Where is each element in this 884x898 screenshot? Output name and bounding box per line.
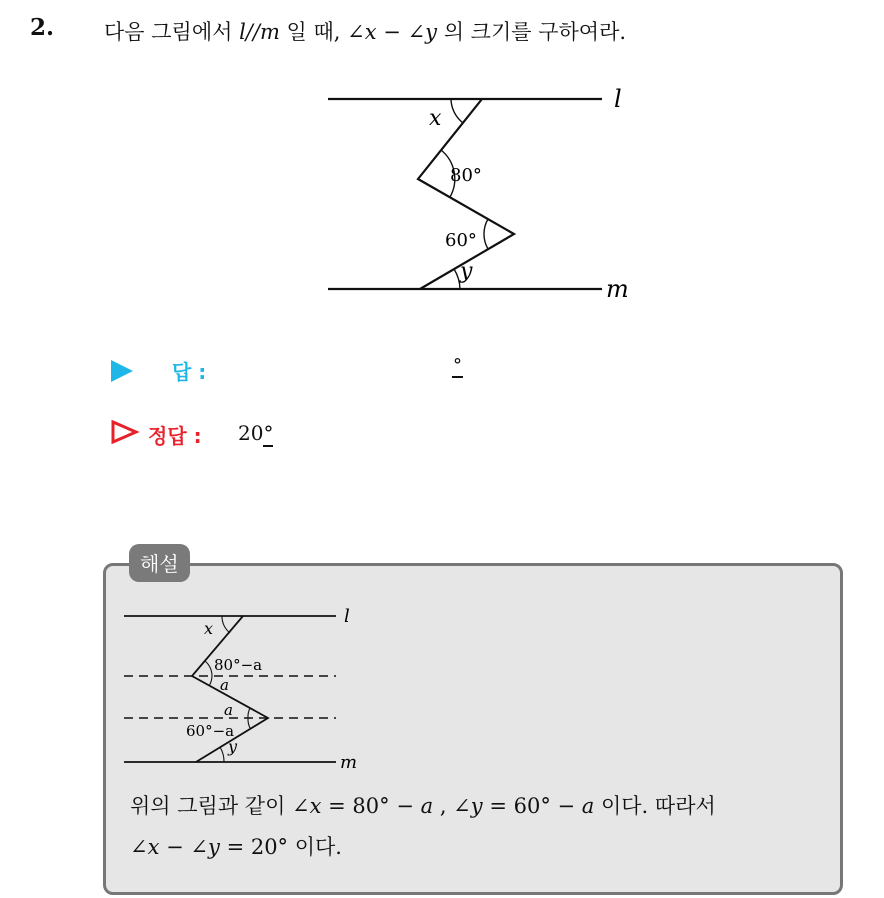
- exp-angle-bottom-arc: [248, 718, 250, 728]
- var-x: x: [147, 835, 160, 859]
- exp-angle-x-arc: [222, 616, 230, 633]
- exp-label-bottom-angle: 60°−a: [186, 722, 235, 740]
- var-a: a: [581, 794, 595, 818]
- var-y: y: [470, 794, 483, 818]
- angle-symbol: ∠: [130, 835, 148, 859]
- label-angle-80: 80°: [450, 165, 482, 186]
- correct-answer-unit: °: [263, 421, 274, 445]
- minus-sign: −: [159, 835, 191, 859]
- var-y: y: [208, 835, 220, 859]
- label-angle-y: y: [460, 259, 473, 284]
- var-a: a: [420, 794, 434, 818]
- correct-answer-label: 정답 :: [148, 424, 202, 448]
- question-text-part: 의 크기를 구하여라.: [437, 20, 627, 44]
- correct-answer-number: 20: [238, 421, 264, 445]
- label-m: m: [606, 275, 629, 303]
- angle-symbol: ∠: [190, 835, 209, 859]
- angle-symbol: ∠: [453, 794, 471, 818]
- angle-symbol: ∠: [407, 20, 426, 44]
- minus-sign: −: [376, 20, 408, 44]
- label-angle-x: x: [429, 106, 442, 131]
- exp-label-m: m: [340, 752, 358, 773]
- exp-text-part: 위의 그림과 같이: [130, 794, 293, 818]
- exp-angle-y-arc: [220, 747, 224, 762]
- exp-angle-top-arc: [205, 661, 212, 676]
- angle-symbol: ∠: [347, 20, 365, 44]
- answer-label: 답 :: [172, 360, 207, 384]
- exp-angle-a2-arc: [248, 708, 250, 718]
- var-x: x: [364, 20, 377, 44]
- explanation-line-1: [130, 790, 716, 820]
- exp-label-x: x: [204, 619, 214, 638]
- question-number: 2.: [30, 14, 55, 41]
- exp-label-l: l: [344, 606, 350, 627]
- exp-label-a1: a: [220, 676, 229, 694]
- exp-text-part: = 60° −: [482, 794, 582, 818]
- exp-text-part: = 20° 이다.: [219, 835, 342, 859]
- parallel-symbol: //: [245, 20, 260, 44]
- angle-symbol: ∠: [292, 794, 310, 818]
- label-l: l: [614, 85, 622, 113]
- var-x: x: [309, 794, 322, 818]
- question-text-part: 일 때,: [279, 20, 348, 44]
- exp-text-part: 이다. 따라서: [594, 794, 716, 818]
- exp-label-y: y: [228, 737, 238, 756]
- line-m-symbol: m: [259, 20, 280, 44]
- explanation-tab: 해설: [129, 544, 190, 582]
- exp-label-top-angle: 80°−a: [214, 656, 263, 674]
- exp-text-part: ,: [433, 794, 454, 818]
- question-text-part: 다음 그림에서: [104, 20, 240, 44]
- exp-text-part: = 80° −: [321, 794, 421, 818]
- var-y: y: [425, 20, 438, 44]
- label-angle-60: 60°: [445, 230, 477, 251]
- exp-label-a2: a: [224, 701, 233, 719]
- answer-blank[interactable]: °: [453, 355, 462, 376]
- line-l-symbol: l: [239, 20, 246, 44]
- exp-angle-a1-arc: [209, 676, 212, 686]
- explanation-line-2: [130, 831, 342, 861]
